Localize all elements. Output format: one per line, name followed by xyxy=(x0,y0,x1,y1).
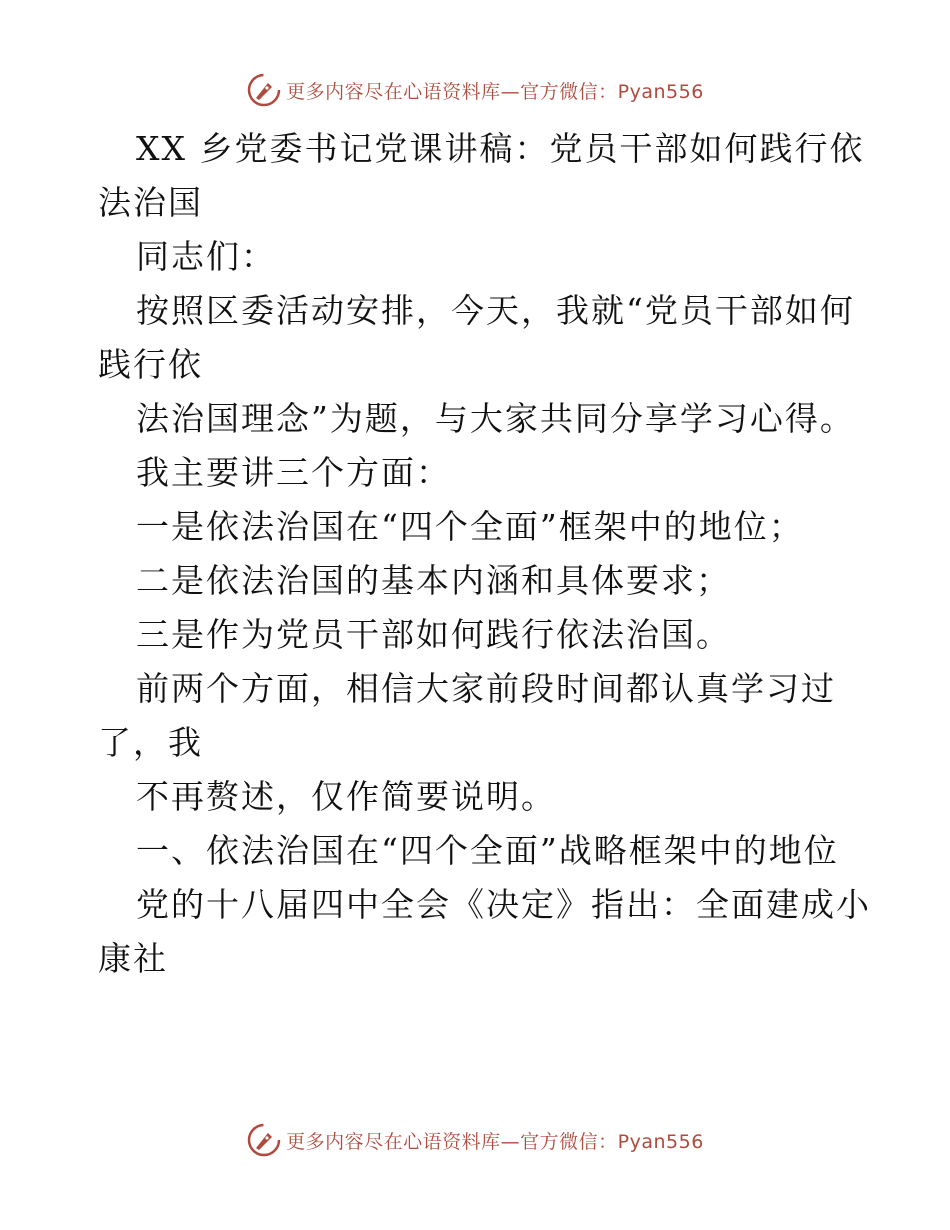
paragraph-line: 前两个方面，相信大家前段时间都认真学习过 xyxy=(136,669,836,708)
document-title-line-1: XX 乡党委书记党课讲稿：党员干部如何践行依 xyxy=(136,129,865,168)
paragraph-line: 践行依 xyxy=(98,345,203,384)
paragraph-line: 按照区委活动安排，今天，我就“党员干部如何 xyxy=(136,291,855,330)
paragraph-line: 党的十八届四中全会《决定》指出：全面建成小 xyxy=(136,885,871,924)
header-watermark xyxy=(0,68,950,112)
paragraph-line: 我主要讲三个方面： xyxy=(136,453,451,492)
footer-watermark xyxy=(0,1118,950,1162)
pen-nib-logo-icon xyxy=(246,1122,282,1158)
list-item: 一是依法治国在“四个全面”框架中的地位； xyxy=(136,507,804,546)
watermark-text: 更多内容尽在心语资料库—官方微信：Pyan556 xyxy=(286,80,704,103)
document-title-line-2: 法治国 xyxy=(98,183,203,222)
document-body xyxy=(98,122,871,986)
paragraph-line: 了，我 xyxy=(98,723,203,762)
watermark-text: 更多内容尽在心语资料库—官方微信：Pyan556 xyxy=(286,1130,704,1153)
paragraph-line: 法治国理念”为题，与大家共同分享学习心得。 xyxy=(136,399,855,438)
section-heading: 一、依法治国在“四个全面”战略框架中的地位 xyxy=(136,831,839,870)
paragraph-line: 康社 xyxy=(98,939,168,978)
salutation: 同志们： xyxy=(136,237,276,276)
list-item: 三是作为党员干部如何践行依法治国。 xyxy=(136,615,731,654)
pen-nib-logo-icon xyxy=(246,72,282,108)
paragraph-line: 不再赘述，仅作简要说明。 xyxy=(136,777,556,816)
list-item: 二是依法治国的基本内涵和具体要求； xyxy=(136,561,731,600)
